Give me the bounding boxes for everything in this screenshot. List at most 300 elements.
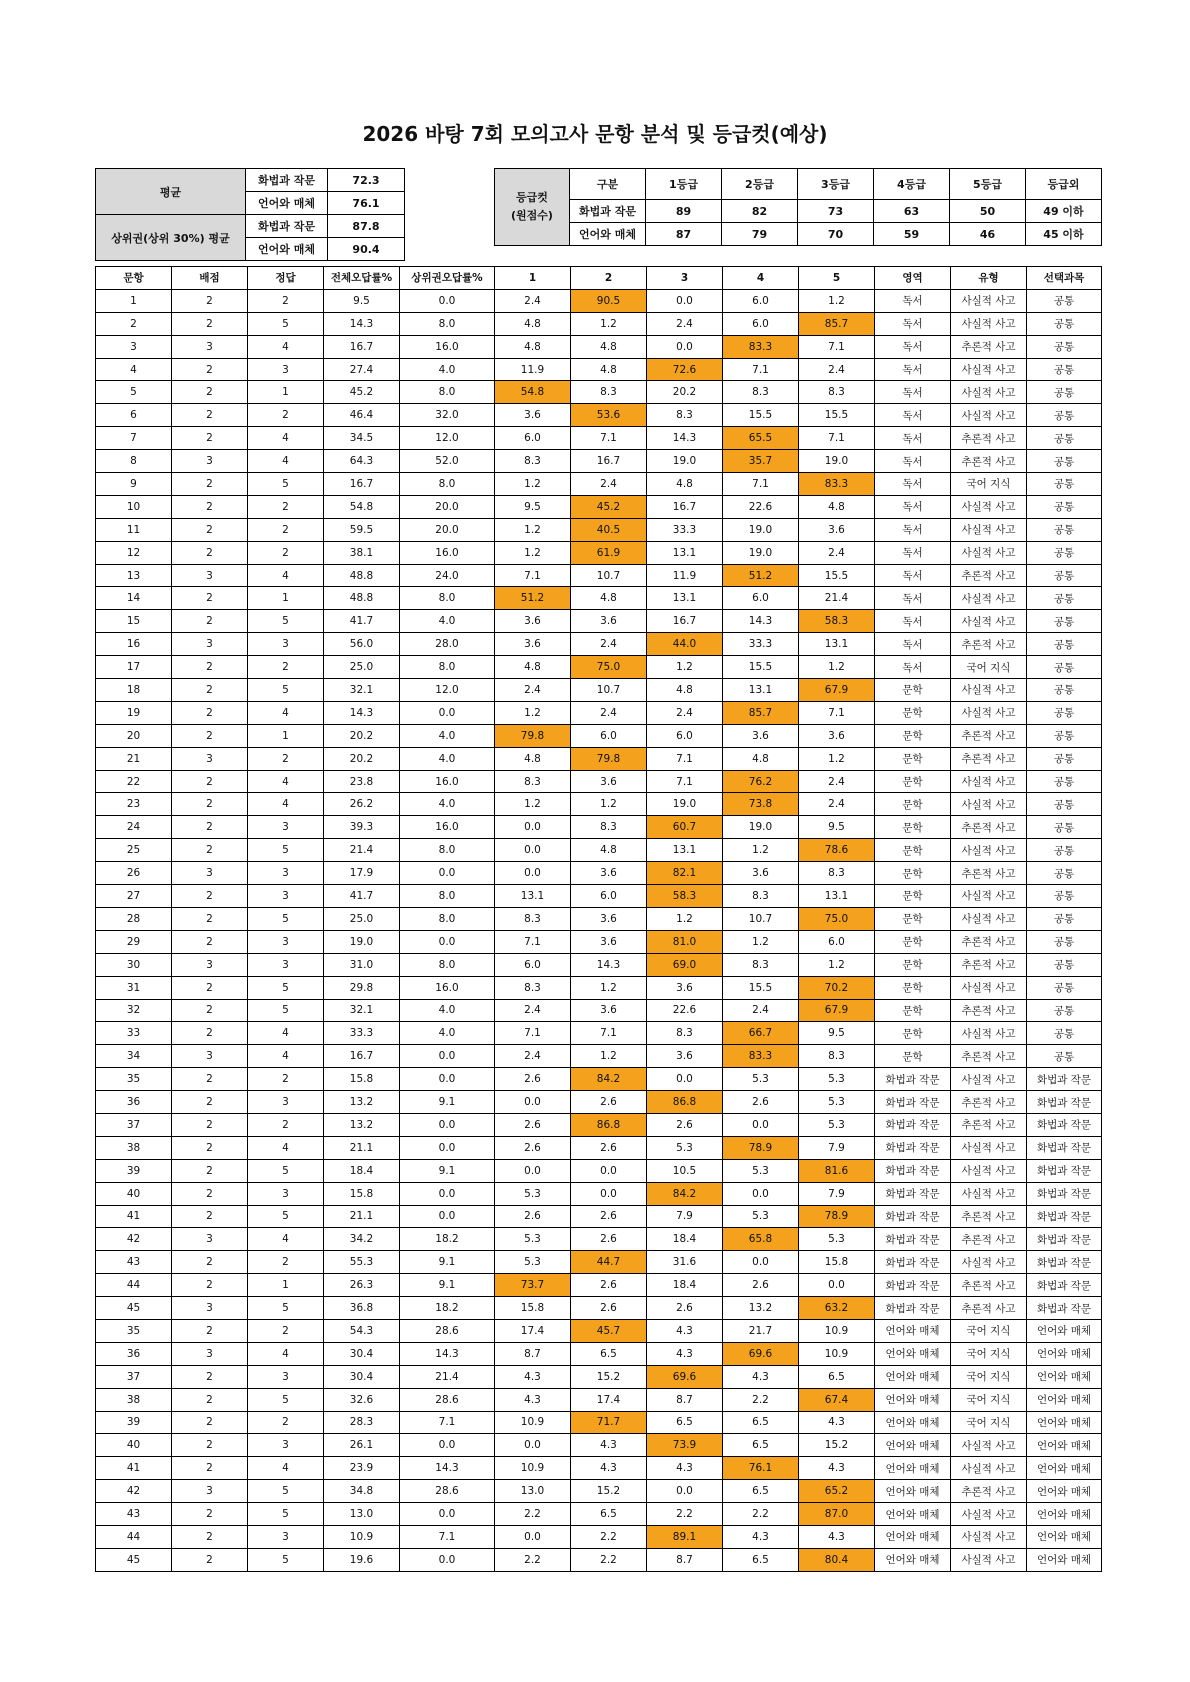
overall-error-rate-cell: 16.7: [324, 1045, 400, 1068]
grade-cut-value: 49 이하: [1026, 200, 1102, 223]
choice-3-rate-cell: 86.8: [647, 1091, 723, 1114]
choice-4-rate-cell: 83.3: [723, 335, 799, 358]
choice-2-rate-cell: 40.5: [571, 518, 647, 541]
elective-cell: 공통: [1027, 1022, 1102, 1045]
average-value: 90.4: [328, 238, 405, 261]
answer-cell: 4: [248, 793, 324, 816]
elective-cell: 화법과 작문: [1027, 1297, 1102, 1320]
choice-3-rate-cell: 20.2: [647, 381, 723, 404]
question-type-cell: 추론적 사고: [951, 724, 1027, 747]
answer-cell: 3: [248, 1091, 324, 1114]
question-type-cell: 추론적 사고: [951, 1113, 1027, 1136]
top-error-rate-cell: 0.0: [400, 1068, 495, 1091]
item-number-cell: 28: [96, 907, 172, 930]
grade-cut-value: 87: [646, 223, 722, 246]
domain-cell: 언어와 매체: [875, 1411, 951, 1434]
domain-cell: 언어와 매체: [875, 1365, 951, 1388]
question-type-cell: 사실적 사고: [951, 770, 1027, 793]
choice-2-rate-cell: 75.0: [571, 656, 647, 679]
choice-5-rate-cell: 6.5: [799, 1365, 875, 1388]
question-type-cell: 사실적 사고: [951, 289, 1027, 312]
points-cell: 2: [172, 1182, 248, 1205]
choice-3-rate-cell: 7.9: [647, 1205, 723, 1228]
choice-2-rate-cell: 4.8: [571, 839, 647, 862]
overall-error-rate-cell: 19.0: [324, 930, 400, 953]
item-number-cell: 29: [96, 930, 172, 953]
choice-5-rate-cell: 0.0: [799, 1274, 875, 1297]
choice-1-rate-cell: 17.4: [495, 1319, 571, 1342]
choice-5-rate-cell: 83.3: [799, 473, 875, 496]
top-error-rate-cell: 0.0: [400, 1045, 495, 1068]
question-type-cell: 국어 지식: [951, 1365, 1027, 1388]
choice-2-rate-cell: 4.8: [571, 587, 647, 610]
domain-cell: 독서: [875, 610, 951, 633]
domain-cell: 화법과 작문: [875, 1068, 951, 1091]
choice-1-rate-cell: 79.8: [495, 724, 571, 747]
answer-cell: 5: [248, 610, 324, 633]
points-cell: 3: [172, 564, 248, 587]
table-row: [96, 862, 1102, 885]
choice-1-rate-cell: 1.2: [495, 518, 571, 541]
choice-5-rate-cell: 15.5: [799, 564, 875, 587]
choice-5-rate-cell: 8.3: [799, 1045, 875, 1068]
table-row: [96, 816, 1102, 839]
overall-error-rate-cell: 54.3: [324, 1319, 400, 1342]
choice-5-rate-cell: 58.3: [799, 610, 875, 633]
table-row: [96, 473, 1102, 496]
choice-5-rate-cell: 7.1: [799, 701, 875, 724]
choice-2-rate-cell: 2.4: [571, 701, 647, 724]
elective-cell: 공통: [1027, 495, 1102, 518]
item-number-cell: 2: [96, 312, 172, 335]
table-row: [96, 930, 1102, 953]
choice-3-rate-cell: 4.8: [647, 679, 723, 702]
overall-error-rate-cell: 32.1: [324, 999, 400, 1022]
choice-2-rate-cell: 1.2: [571, 312, 647, 335]
choice-3-rate-cell: 33.3: [647, 518, 723, 541]
choice-1-rate-cell: 11.9: [495, 358, 571, 381]
choice-1-rate-cell: 2.6: [495, 1068, 571, 1091]
choice-1-rate-cell: 9.5: [495, 495, 571, 518]
grade-header: 2등급: [722, 169, 798, 200]
item-number-cell: 40: [96, 1182, 172, 1205]
item-number-cell: 40: [96, 1434, 172, 1457]
choice-5-rate-cell: 19.0: [799, 450, 875, 473]
points-cell: 2: [172, 312, 248, 335]
overall-error-rate-cell: 16.7: [324, 473, 400, 496]
choice-3-rate-cell: 89.1: [647, 1525, 723, 1548]
table-row: [96, 610, 1102, 633]
choice-4-rate-cell: 66.7: [723, 1022, 799, 1045]
domain-cell: 언어와 매체: [875, 1319, 951, 1342]
points-cell: 2: [172, 816, 248, 839]
overall-error-rate-cell: 23.8: [324, 770, 400, 793]
choice-5-rate-cell: 8.3: [799, 862, 875, 885]
table-row: [96, 1068, 1102, 1091]
choice-1-rate-cell: 15.8: [495, 1297, 571, 1320]
table-row: [96, 1251, 1102, 1274]
elective-cell: 공통: [1027, 724, 1102, 747]
points-cell: 2: [172, 656, 248, 679]
domain-cell: 문학: [875, 862, 951, 885]
choice-4-rate-cell: 5.3: [723, 1068, 799, 1091]
answer-cell: 4: [248, 1045, 324, 1068]
answer-cell: 2: [248, 1068, 324, 1091]
answer-cell: 2: [248, 495, 324, 518]
answer-cell: 2: [248, 1411, 324, 1434]
choice-1-rate-cell: 10.9: [495, 1411, 571, 1434]
overall-error-rate-cell: 17.9: [324, 862, 400, 885]
item-number-cell: 35: [96, 1068, 172, 1091]
question-type-cell: 사실적 사고: [951, 1068, 1027, 1091]
choice-1-rate-cell: 5.3: [495, 1182, 571, 1205]
domain-cell: 언어와 매체: [875, 1503, 951, 1526]
choice-2-rate-cell: 1.2: [571, 1045, 647, 1068]
choice-2-rate-cell: 10.7: [571, 564, 647, 587]
overall-error-rate-cell: 16.7: [324, 335, 400, 358]
table-row: [96, 381, 1102, 404]
elective-cell: 공통: [1027, 335, 1102, 358]
choice-3-rate-cell: 0.0: [647, 289, 723, 312]
choice-5-rate-cell: 2.4: [799, 541, 875, 564]
choice-4-rate-cell: 73.8: [723, 793, 799, 816]
overall-error-rate-cell: 56.0: [324, 633, 400, 656]
item-number-cell: 22: [96, 770, 172, 793]
choice-4-rate-cell: 83.3: [723, 1045, 799, 1068]
choice-2-rate-cell: 4.3: [571, 1434, 647, 1457]
choice-2-rate-cell: 53.6: [571, 404, 647, 427]
choice-3-rate-cell: 44.0: [647, 633, 723, 656]
question-type-cell: 국어 지식: [951, 1342, 1027, 1365]
choice-2-rate-cell: 3.6: [571, 999, 647, 1022]
points-cell: 2: [172, 885, 248, 908]
domain-cell: 언어와 매체: [875, 1548, 951, 1571]
elective-cell: 공통: [1027, 404, 1102, 427]
table-row: [96, 289, 1102, 312]
domain-cell: 언어와 매체: [875, 1480, 951, 1503]
elective-cell: 화법과 작문: [1027, 1182, 1102, 1205]
elective-cell: 공통: [1027, 541, 1102, 564]
choice-4-rate-cell: 0.0: [723, 1182, 799, 1205]
choice-1-rate-cell: 73.7: [495, 1274, 571, 1297]
answer-cell: 4: [248, 1457, 324, 1480]
table-row: [96, 541, 1102, 564]
top-error-rate-cell: 18.2: [400, 1297, 495, 1320]
top-error-rate-cell: 4.0: [400, 999, 495, 1022]
top-error-rate-cell: 16.0: [400, 335, 495, 358]
points-cell: 2: [172, 1503, 248, 1526]
table-row: [96, 724, 1102, 747]
top-error-rate-cell: 4.0: [400, 1022, 495, 1045]
choice-2-rate-cell: 15.2: [571, 1365, 647, 1388]
page-title: 2026 바탕 7회 모의고사 문항 분석 및 등급컷(예상): [362, 122, 828, 146]
choice-5-rate-cell: 21.4: [799, 587, 875, 610]
choice-3-rate-cell: 13.1: [647, 541, 723, 564]
item-number-cell: 39: [96, 1411, 172, 1434]
question-type-cell: 사실적 사고: [951, 907, 1027, 930]
choice-2-rate-cell: 2.6: [571, 1091, 647, 1114]
item-number-cell: 7: [96, 427, 172, 450]
choice-5-rate-cell: 65.2: [799, 1480, 875, 1503]
choice-5-rate-cell: 67.4: [799, 1388, 875, 1411]
choice-2-rate-cell: 14.3: [571, 953, 647, 976]
table-row: [96, 1457, 1102, 1480]
top-error-rate-cell: 20.0: [400, 495, 495, 518]
domain-cell: 독서: [875, 312, 951, 335]
elective-cell: 언어와 매체: [1027, 1388, 1102, 1411]
points-cell: 3: [172, 747, 248, 770]
choice-4-rate-cell: 2.6: [723, 1274, 799, 1297]
answer-cell: 5: [248, 1388, 324, 1411]
overall-error-rate-cell: 26.1: [324, 1434, 400, 1457]
top-error-rate-cell: 16.0: [400, 816, 495, 839]
choice-5-rate-cell: 5.3: [799, 1228, 875, 1251]
points-cell: 3: [172, 1228, 248, 1251]
overall-error-rate-cell: 34.5: [324, 427, 400, 450]
overall-error-rate-cell: 9.5: [324, 289, 400, 312]
choice-2-rate-cell: 3.6: [571, 930, 647, 953]
elective-cell: 공통: [1027, 679, 1102, 702]
choice-5-rate-cell: 1.2: [799, 953, 875, 976]
choice-1-rate-cell: 4.3: [495, 1388, 571, 1411]
question-type-cell: 추론적 사고: [951, 564, 1027, 587]
points-cell: 2: [172, 1434, 248, 1457]
domain-cell: 문학: [875, 976, 951, 999]
choice-3-rate-cell: 7.1: [647, 747, 723, 770]
top-error-rate-cell: 0.0: [400, 701, 495, 724]
choice-1-rate-cell: 13.0: [495, 1480, 571, 1503]
points-cell: 2: [172, 381, 248, 404]
answer-cell: 2: [248, 1319, 324, 1342]
choice-4-rate-cell: 2.6: [723, 1091, 799, 1114]
choice-3-rate-cell: 72.6: [647, 358, 723, 381]
choice-1-rate-cell: 4.8: [495, 747, 571, 770]
choice-4-rate-cell: 85.7: [723, 701, 799, 724]
domain-cell: 독서: [875, 427, 951, 450]
column-header: 유형: [951, 267, 1027, 290]
points-cell: 2: [172, 724, 248, 747]
question-type-cell: 국어 지식: [951, 1411, 1027, 1434]
points-cell: 3: [172, 633, 248, 656]
choice-3-rate-cell: 14.3: [647, 427, 723, 450]
choice-5-rate-cell: 13.1: [799, 633, 875, 656]
choice-4-rate-cell: 76.2: [723, 770, 799, 793]
question-type-cell: 추론적 사고: [951, 999, 1027, 1022]
answer-cell: 3: [248, 1525, 324, 1548]
table-row: [96, 885, 1102, 908]
elective-cell: 공통: [1027, 701, 1102, 724]
table-row: [96, 633, 1102, 656]
choice-1-rate-cell: 3.6: [495, 610, 571, 633]
choice-5-rate-cell: 6.0: [799, 930, 875, 953]
item-number-cell: 26: [96, 862, 172, 885]
item-number-cell: 38: [96, 1388, 172, 1411]
elective-cell: 공통: [1027, 587, 1102, 610]
points-cell: 2: [172, 289, 248, 312]
item-number-cell: 25: [96, 839, 172, 862]
overall-error-rate-cell: 45.2: [324, 381, 400, 404]
choice-1-rate-cell: 2.4: [495, 289, 571, 312]
choice-2-rate-cell: 44.7: [571, 1251, 647, 1274]
points-cell: 2: [172, 427, 248, 450]
choice-2-rate-cell: 4.8: [571, 358, 647, 381]
points-cell: 2: [172, 587, 248, 610]
column-header: 영역: [875, 267, 951, 290]
table-row: [96, 518, 1102, 541]
answer-cell: 5: [248, 473, 324, 496]
average-label: 평균: [96, 169, 246, 215]
table-row: [96, 839, 1102, 862]
points-cell: 2: [172, 1411, 248, 1434]
table-row: [96, 1480, 1102, 1503]
top-error-rate-cell: 9.1: [400, 1274, 495, 1297]
table-row: [96, 312, 1102, 335]
subject-label: 화법과 작문: [246, 169, 328, 192]
grade-cut-subject: 화법과 작문: [570, 200, 646, 223]
domain-cell: 독서: [875, 289, 951, 312]
table-row: [96, 1503, 1102, 1526]
choice-1-rate-cell: 0.0: [495, 1159, 571, 1182]
question-type-cell: 사실적 사고: [951, 1182, 1027, 1205]
overall-error-rate-cell: 34.2: [324, 1228, 400, 1251]
question-type-cell: 국어 지식: [951, 656, 1027, 679]
choice-5-rate-cell: 3.6: [799, 518, 875, 541]
overall-error-rate-cell: 27.4: [324, 358, 400, 381]
points-cell: 3: [172, 1045, 248, 1068]
domain-cell: 언어와 매체: [875, 1388, 951, 1411]
elective-cell: 언어와 매체: [1027, 1342, 1102, 1365]
choice-4-rate-cell: 21.7: [723, 1319, 799, 1342]
choice-1-rate-cell: 7.1: [495, 930, 571, 953]
question-type-cell: 추론적 사고: [951, 862, 1027, 885]
column-header: 1: [495, 267, 571, 290]
table-row: [96, 358, 1102, 381]
table-row: [96, 587, 1102, 610]
choice-3-rate-cell: 6.0: [647, 724, 723, 747]
choice-5-rate-cell: 67.9: [799, 999, 875, 1022]
points-cell: 2: [172, 1022, 248, 1045]
overall-error-rate-cell: 26.3: [324, 1274, 400, 1297]
choice-2-rate-cell: 2.6: [571, 1205, 647, 1228]
points-cell: 3: [172, 450, 248, 473]
top-error-rate-cell: 0.0: [400, 1548, 495, 1571]
elective-cell: 화법과 작문: [1027, 1228, 1102, 1251]
overall-error-rate-cell: 15.8: [324, 1068, 400, 1091]
points-cell: 2: [172, 1091, 248, 1114]
choice-5-rate-cell: 5.3: [799, 1113, 875, 1136]
table-row: [96, 1136, 1102, 1159]
table-row: [96, 1319, 1102, 1342]
choice-5-rate-cell: 4.3: [799, 1457, 875, 1480]
choice-2-rate-cell: 0.0: [571, 1182, 647, 1205]
choice-3-rate-cell: 0.0: [647, 1480, 723, 1503]
domain-cell: 독서: [875, 473, 951, 496]
overall-error-rate-cell: 21.4: [324, 839, 400, 862]
item-number-cell: 45: [96, 1297, 172, 1320]
table-row: [96, 1113, 1102, 1136]
choice-1-rate-cell: 1.2: [495, 793, 571, 816]
elective-cell: 공통: [1027, 518, 1102, 541]
points-cell: 2: [172, 1136, 248, 1159]
choice-1-rate-cell: 0.0: [495, 816, 571, 839]
item-number-cell: 33: [96, 1022, 172, 1045]
points-cell: 2: [172, 839, 248, 862]
points-cell: 2: [172, 679, 248, 702]
choice-4-rate-cell: 4.8: [723, 747, 799, 770]
domain-cell: 화법과 작문: [875, 1159, 951, 1182]
answer-cell: 1: [248, 587, 324, 610]
question-type-cell: 사실적 사고: [951, 358, 1027, 381]
points-cell: 2: [172, 1319, 248, 1342]
item-number-cell: 12: [96, 541, 172, 564]
question-type-cell: 사실적 사고: [951, 312, 1027, 335]
top-error-rate-cell: 14.3: [400, 1342, 495, 1365]
elective-cell: 언어와 매체: [1027, 1365, 1102, 1388]
grade-cut-value: 59: [874, 223, 950, 246]
overall-error-rate-cell: 32.1: [324, 679, 400, 702]
subject-label: 언어와 매체: [246, 192, 328, 215]
top-error-rate-cell: 0.0: [400, 1113, 495, 1136]
elective-cell: 화법과 작문: [1027, 1091, 1102, 1114]
points-cell: 2: [172, 358, 248, 381]
choice-1-rate-cell: 0.0: [495, 839, 571, 862]
item-number-cell: 30: [96, 953, 172, 976]
choice-1-rate-cell: 3.6: [495, 633, 571, 656]
choice-4-rate-cell: 15.5: [723, 656, 799, 679]
elective-cell: 공통: [1027, 358, 1102, 381]
elective-cell: 공통: [1027, 381, 1102, 404]
choice-3-rate-cell: 2.6: [647, 1113, 723, 1136]
choice-4-rate-cell: 19.0: [723, 518, 799, 541]
item-number-cell: 5: [96, 381, 172, 404]
choice-3-rate-cell: 16.7: [647, 610, 723, 633]
choice-2-rate-cell: 84.2: [571, 1068, 647, 1091]
choice-1-rate-cell: 4.8: [495, 335, 571, 358]
grade-header: 등급외: [1026, 169, 1102, 200]
choice-3-rate-cell: 1.2: [647, 907, 723, 930]
table-row: [96, 907, 1102, 930]
item-number-cell: 14: [96, 587, 172, 610]
table-row: [96, 747, 1102, 770]
choice-2-rate-cell: 3.6: [571, 907, 647, 930]
item-number-cell: 10: [96, 495, 172, 518]
choice-2-rate-cell: 86.8: [571, 1113, 647, 1136]
elective-cell: 언어와 매체: [1027, 1319, 1102, 1342]
answer-cell: 5: [248, 839, 324, 862]
answer-cell: 3: [248, 953, 324, 976]
points-cell: 2: [172, 518, 248, 541]
average-value: 76.1: [328, 192, 405, 215]
domain-cell: 화법과 작문: [875, 1136, 951, 1159]
overall-error-rate-cell: 10.9: [324, 1525, 400, 1548]
top-error-rate-cell: 14.3: [400, 1457, 495, 1480]
choice-3-rate-cell: 19.0: [647, 793, 723, 816]
domain-cell: 문학: [875, 953, 951, 976]
top-error-rate-cell: 7.1: [400, 1525, 495, 1548]
choice-2-rate-cell: 2.6: [571, 1297, 647, 1320]
top-error-rate-cell: 8.0: [400, 953, 495, 976]
domain-cell: 문학: [875, 770, 951, 793]
item-number-cell: 39: [96, 1159, 172, 1182]
domain-cell: 독서: [875, 495, 951, 518]
choice-2-rate-cell: 2.6: [571, 1228, 647, 1251]
choice-3-rate-cell: 31.6: [647, 1251, 723, 1274]
grade-header: 1등급: [646, 169, 722, 200]
choice-1-rate-cell: 0.0: [495, 1091, 571, 1114]
choice-5-rate-cell: 2.4: [799, 770, 875, 793]
domain-cell: 문학: [875, 907, 951, 930]
answer-cell: 4: [248, 1228, 324, 1251]
